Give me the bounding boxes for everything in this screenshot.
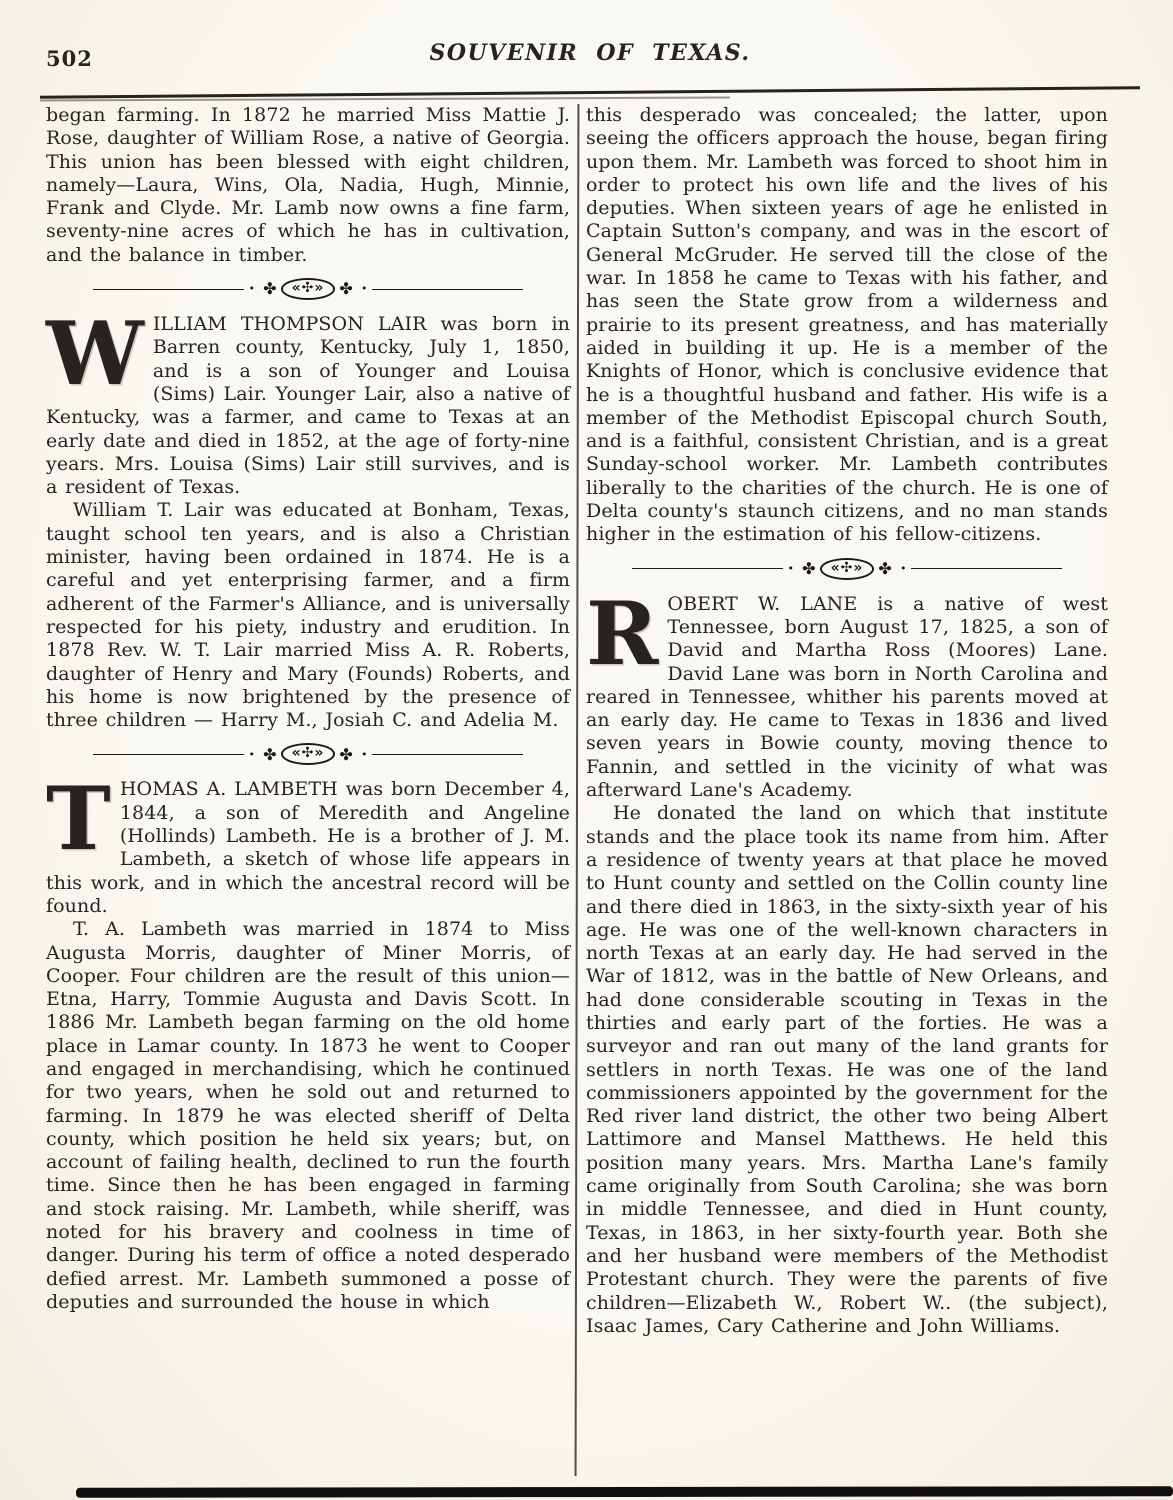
fleuron-line (632, 568, 783, 569)
paragraph-lane-opening (586, 581, 1108, 803)
dropcap-initial-R: R (586, 581, 659, 685)
fleuron-floret-icon: ✤ (802, 558, 816, 578)
dropcap-initial-T: T (46, 767, 111, 871)
page-number: 502 (46, 46, 93, 71)
fleuron-divider-icon (93, 276, 523, 302)
fleuron-dot-icon: • (360, 282, 368, 296)
fleuron-dot-icon: • (248, 282, 256, 296)
fleuron-floret-icon: ✤ (339, 279, 353, 299)
lambeth-opening-text: HOMAS A. LAMBETH was born December 4, 1844, a son of Meredith and Angeline (Hollinds) Lambeth. He is a brother of J. M. Lambeth, a sketch of whose life appears in this work, and in which the ancestral record will be found. (46, 778, 570, 917)
paragraph-lambeth-opening (46, 767, 570, 918)
paragraph-lambeth-continuation: this desperado was concealed; the latter, upon seeing the officers approach the house, began firing upon them. Mr. Lambeth was forced to shoot him in order to protect his own life and the lives of his deputies. When sixteen years of age he enlisted in Captain Sutton's company, and was in the escort of General McGruder. He served till the close of the war. In 1858 he came to Texas with his father, and has seen the State grow from a wilderness and prairie to its present greatness, and has materially aided in building it up. He is a member of the Knights of Honor, which is conclusive evidence that he is a thoughtful husband and father. His wife is a member of the Methodist Episcopal church South, and is a faithful, consistent Christian, and is a great Sunday-school worker. Mr. Lambeth contributes liberally to the charities of the church. He is one of Delta county's staunch citizens, and no man stands higher in the estimation of his fellow-citizens. (586, 104, 1108, 546)
fleuron-floret-icon: ✤ (263, 279, 277, 299)
left-column (46, 104, 570, 1314)
fleuron-dot-icon: • (248, 747, 256, 761)
right-column (586, 104, 1108, 1338)
paragraph-lane-2: He donated the land on which that institute stands and the place took its name from him. After a residence of twenty years at that place he moved to Hunt county and settled on the Collin county line and there died in 1863, in the sixty-sixth year of his age. He was one of the well-known characters in north Texas at an early day. He had served in the War of 1812, was in the battle of New Orleans, and had done considerable scouting in Texas in the thirties and early part of the forties. He was a surveyor and ran out many of the land grants for settlers in north Texas. He was one of the land commissioners appointed by the government for the Red river land district, the other two being Albert Lattimore and Mansel Matthews. He held this position many years. Mrs. Martha Lane's family came originally from South Carolina; she was born in middle Tennessee, and died in Hunt county, Texas, in 1863, in her sixty-fourth year. Both she and her husband were members of the Methodist Protestant church. They were the parents of five children—Elizabeth W., Robert W.. (the subject), Isaac James, Cary Catherine and John Williams. (586, 802, 1108, 1337)
fleuron-line (911, 568, 1062, 569)
column-divider-rule (575, 104, 580, 1476)
scan-artifact-bar (76, 1486, 1173, 1498)
fleuron-line (372, 289, 523, 290)
fleuron-floret-icon: ✤ (263, 744, 277, 764)
page-title: SOUVENIR OF TEXAS. (429, 40, 751, 66)
fleuron-oval-icon: «✣» (281, 278, 336, 300)
fleuron-divider-icon (93, 741, 523, 767)
fleuron-line (93, 289, 244, 290)
fleuron-floret-icon: ✤ (878, 558, 892, 578)
fleuron-oval-icon: «✣» (820, 558, 875, 580)
fleuron-dot-icon: • (899, 561, 907, 575)
paragraph-lair-opening (46, 302, 570, 499)
lair-opening-text: ILLIAM THOMPSON LAIR was born in Barren county, Kentucky, July 1, 1850, and is a son of Younger and Louisa (Sims) Lair. Younger Lair, also a native of Kentucky, was a farmer, and came to Texas at an early date and died in 1852, at the age of forty-nine years. Mrs. Louisa (Sims) Lair still survives, and is a resident of Texas. (46, 313, 570, 499)
fleuron-line (93, 754, 244, 755)
fleuron-line (372, 754, 523, 755)
fleuron-oval-icon: «✣» (281, 743, 336, 765)
paragraph-lamb-continuation: began farming. In 1872 he married Miss Mattie J. Rose, daughter of William Rose, a native of Georgia. This union has been blessed with eight children, namely—Laura, Wins, Ola, Nadia, Hugh, Minnie, Frank and Clyde. Mr. Lamb now owns a fine farm, seventy-nine acres of which he has in cultivation, and the balance in timber. (46, 104, 570, 266)
fleuron-divider-icon (632, 556, 1062, 582)
paragraph-lambeth-2: T. A. Lambeth was married in 1874 to Miss Augusta Morris, daughter of Miner Morris, of Cooper. Four children are the result of this union—Etna, Harry, Tommie Augusta and Davis Scott. In 1886 Mr. Lambeth began farming on the old home place in Lamar county. In 1873 he went to Cooper and engaged in merchandising, which he continued for two years, when he sold out and returned to farming. In 1879 he was elected sheriff of Delta county, which position he held six years; but, on account of failing health, declined to run the fourth time. Since then he has been engaged in farming and stock raising. Mr. Lambeth, while sheriff, was noted for his bravery and coolness in time of danger. During his term of office a noted desperado defied arrest. Mr. Lambeth summoned a posse of deputies and surrounded the house in which (46, 918, 570, 1313)
paragraph-lair-2: William T. Lair was educated at Bonham, Texas, taught school ten years, and is also a Christian minister, having been ordained in 1874. He is a careful and yet enterprising farmer, and a firm adherent of the Farmer's Alliance, and is universally respected for his piety, industry and erudition. In 1878 Rev. W. T. Lair married Miss A. R. Roberts, daughter of Henry and Mary (Founds) Roberts, and his home is now brightened by the presence of three children — Harry M., Josiah C. and Adelia M. (46, 499, 570, 732)
fleuron-dot-icon: • (787, 561, 795, 575)
lane-opening-text: OBERT W. LANE is a native of west Tennessee, born August 17, 1825, a son of David and Martha Ross (Moores) Lane. David Lane was born in North Carolina and reared in Tennessee, whither his parents moved at an early day. He came to Texas in 1836 and lived seven years in Bowie county, moving thence to Fannin, and settled in the vicinity of what was afterward Lane's Academy. (586, 592, 1108, 802)
dropcap-initial-W: W (46, 302, 144, 406)
fleuron-floret-icon: ✤ (339, 744, 353, 764)
fleuron-dot-icon: • (360, 747, 368, 761)
